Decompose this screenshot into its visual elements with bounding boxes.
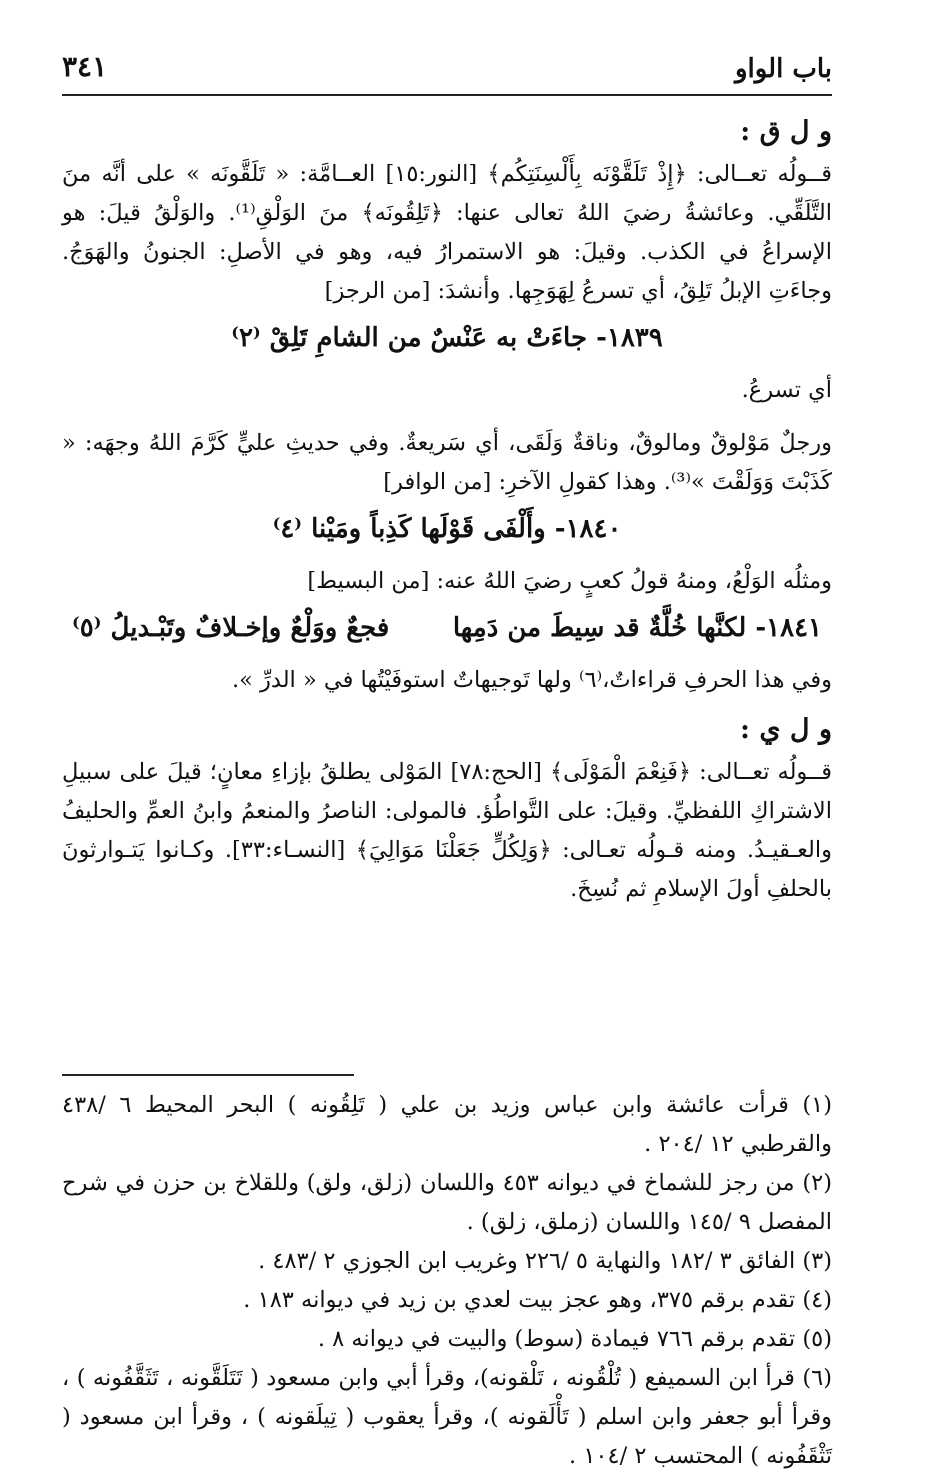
paragraph: قــولُه تعــالى: ﴿إِذْ تَلَقَّوْنَه بِأَلْسِنَتِكُم﴾ [النور:١٥] العــامَّة: « تَلَقَّونَه » على أنَّه منَ التَّلَقِّي. وعائشةُ رضيَ اللهُ تعالى عنها: ﴿تَلِقُونَه﴾ منَ الوَلْقِ⁽¹⁾. والوَلْقُ قيلَ: هو الإسراعُ في الكذب. وقيلَ: هو الاستمرارُ فيه، وهو في الأصلِ: الجنونُ والهَوَجُ. وجاءَتِ الإبلُ تَلِقُ، أي تسرعُ لِهَوَجِها. وأنشدَ: [من الرجز] xyxy=(62,161,832,304)
footnote-4: (٤) تقدم برقم ٣٧٥، وهو عجز بيت لعدي بن زيد في ديوانه ١٨٣ . xyxy=(243,1287,832,1313)
footnote-rule xyxy=(62,1074,354,1076)
paragraph: ورجلٌ مَوْلوقٌ ومالوقٌ، وناقةٌ وَلَقَى، أي سَريعةٌ. وفي حديثِ عليٍّ كَرَّمَ اللهُ وجهَه: « كَذَبْتَ وَوَلَقْتَ »⁽³⁾. وهذا كقولِ الآخرِ: [من الوافر] xyxy=(62,430,832,495)
footnotes xyxy=(62,1086,832,1476)
chapter-title: باب الواو xyxy=(734,54,832,84)
footnote-6: (٦) قرأ ابن السميفع ( تُلْقُونه ، تَلْقونه)، وقرأ أبي وابن مسعود ( تَتَلَقَّونه ، تَثَقَّفُونه ) ، وقرأ أبو جعفر وابن اسلم ( تَأْلَقونه )، وقرأ يعقوب ( تِيلَقونه ) ، وقرأ ابن مسعود ( تَثْقَفُونه ) المحتسب ٢ /١٠٤ . xyxy=(62,1365,832,1469)
paragraph: أي تسرعُ. xyxy=(741,377,832,403)
book-page xyxy=(62,44,833,1469)
paragraph: قــولُه تعــالى: ﴿فَنِعْمَ الْمَوْلَى﴾ [الحج:٧٨] المَوْلى يطلقُ بإزاءِ معانٍ؛ قيلَ على سبيلِ الاشتراكِ اللفظيِّ. وقيلَ: على التَّواطُؤ. فالمولى: الناصرُ والمنعمُ وابنُ العمِّ والحليفُ والعـقيـدُ. ومنه قـولُه تعـالى: ﴿وَلِكُلٍّ جَعَلْنَا مَوَالِيَ﴾ [النسـاء:٣٣]. وكـانوا يَتـوارثونَ بالحلفِ أولَ الإسلامِ ثم نُسِخَ. xyxy=(62,759,832,902)
main-text xyxy=(62,116,832,909)
paragraph: وفي هذا الحرفِ قراءاتٌ،⁽٦⁾ ولها تَوجيهاتٌ استوفَيْتُها في « الدرِّ ». xyxy=(231,667,832,693)
footnote-5: (٥) تقدم برقم ٧٦٦ فيمادة (سوط) والبيت في ديوانه ٨ . xyxy=(317,1326,832,1352)
page-number: ٣٤١ xyxy=(62,50,108,83)
verse-1839: ١٨٣٩- جاءَتْ به عَنْسٌ من الشامِ تَلِقْ ⁽٢⁾ xyxy=(231,323,663,353)
verse-1841 xyxy=(62,605,832,651)
footnote-1: (١) قرأت عائشة وابن عباس وزيد بن علي ( تَلِقُونه ) البحر المحيط ٦ /٤٣٨ والقرطبي ١٢ /٢٠٤ . xyxy=(62,1092,833,1157)
paragraph: ومثلُه الوَلْعُ، ومنهُ قولُ كعبٍ رضيَ اللهُ عنه: [من البسيط] xyxy=(307,568,832,594)
verse-hemistich-first: ١٨٤١- لكنَّها خُلَّةٌ قد سِيطَ من دَمِها xyxy=(452,613,822,643)
entry-heading-wlq: و ل ق : xyxy=(740,116,832,147)
footnote-2: (٢) من رجز للشماخ في ديوانه ٤٥٣ واللسان (زلق، ولق) وللقلاخ بن حزن في شرح المفصل ٩ /١٤٥ واللسان (زملق، زلق) . xyxy=(62,1170,832,1235)
footnote-3: (٣) الفائق ٣ /١٨٢ والنهاية ٥ /٢٢٦ وغريب ابن الجوزي ٢ /٤٨٣ . xyxy=(258,1248,832,1274)
running-header xyxy=(62,44,832,90)
header-rule xyxy=(62,94,832,96)
verse-hemistich-second: فجعٌ ووَلْعٌ وإخـلافٌ وتَبْـديلُ ⁽٥⁾ xyxy=(72,613,390,643)
verse-1840: ١٨٤٠- وأَلْفَى قَوْلَها كَذِباً ومَيْنا ⁽٤⁾ xyxy=(272,514,622,544)
entry-heading-wly: و ل ي : xyxy=(740,714,832,745)
